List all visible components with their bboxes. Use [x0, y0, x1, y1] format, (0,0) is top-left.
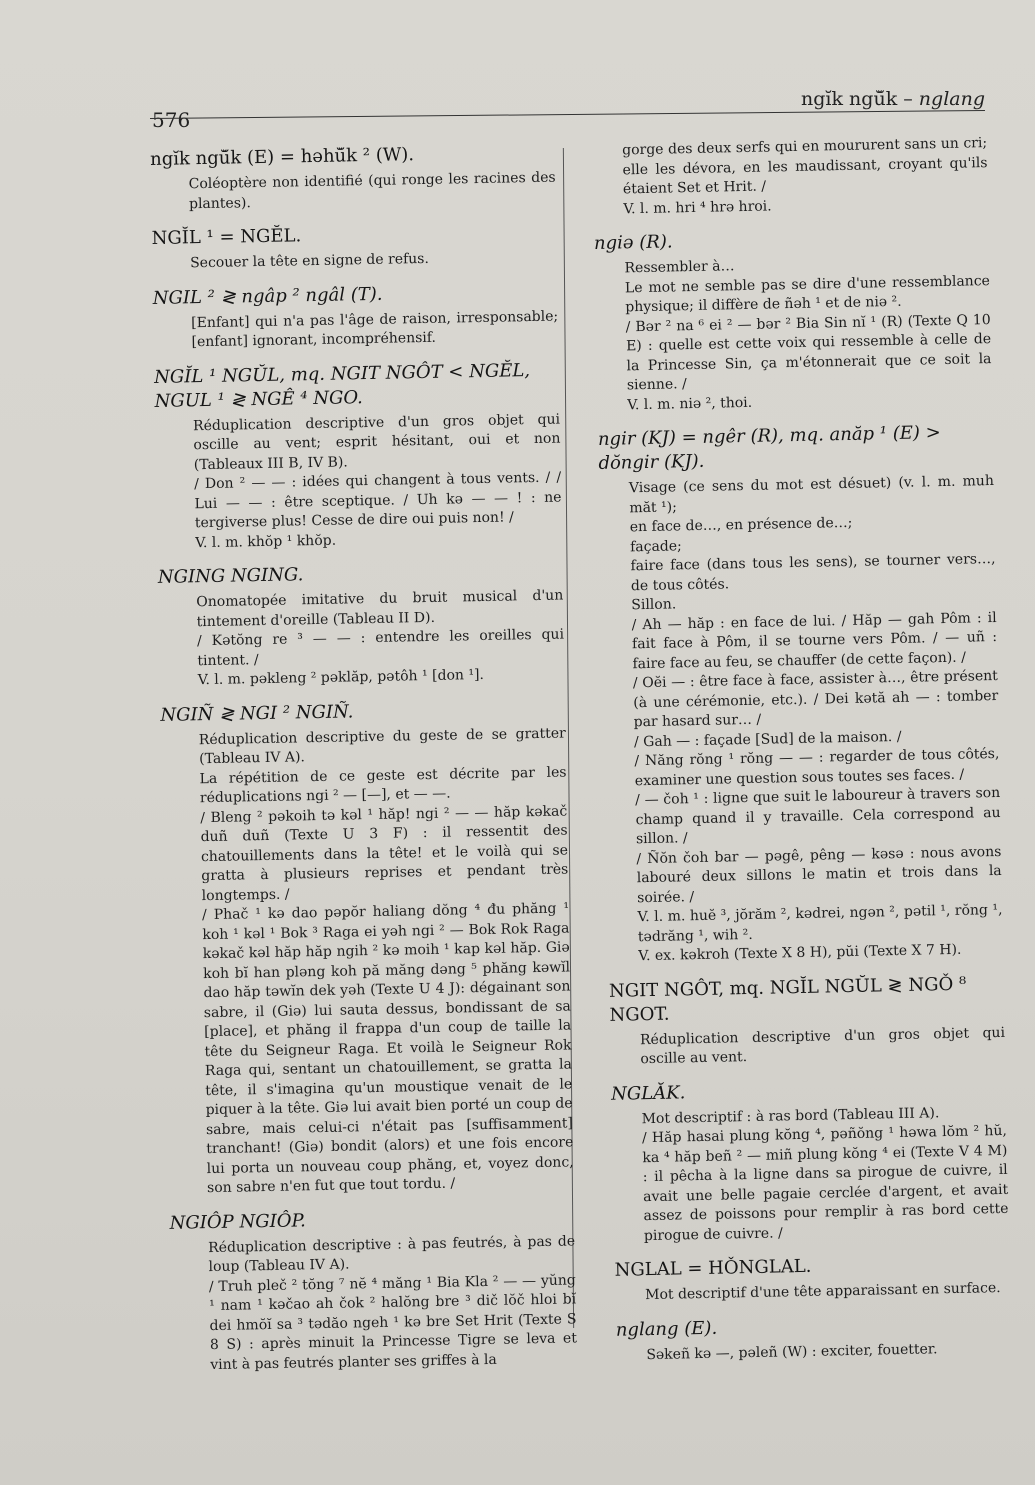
dictionary-entry — [153, 279, 559, 353]
dictionary-entry — [594, 224, 993, 416]
entry-headword: ngir (KJ) = ngêr (R), mq. anăp ¹ (E) > dŏngir (KJ). — [597, 422, 941, 474]
entry-example: / Bǝr ² na ⁶ ei ² — bǝr ² Bia Sin nĭ ¹ (R) (Texte Q 10 E) : quelle est cette voix qui ressemble à celle de la Princesse Sin, ça m'étonnerait que ce soit la sienne. / — [625, 311, 992, 394]
entry-paragraph: faire face (dans tous les sens), se tourner vers…, de tous côtés. — [630, 550, 996, 594]
entry-headword: NGLAL = HǑNGLAL. — [614, 1255, 812, 1281]
entry-see-also: V. ex. kǝkroh (Texte X 8 H), pŭi (Texte X 7 H). — [638, 941, 962, 965]
running-head-plain: ngĭk ngŭ̆k – — [801, 88, 919, 110]
dictionary-entry — [598, 420, 1004, 967]
entry-paragraph: Réduplication descriptive d'un gros objet qui oscille au vent. — [639, 1024, 1006, 1068]
entry-body — [170, 1232, 577, 1376]
entry-example: / Kǝtŏng re ³ — — : entendre les oreilles qui tintent. / — [196, 626, 565, 669]
entry-body — [599, 472, 1004, 967]
entry-body — [153, 307, 559, 353]
dictionary-entry — [169, 1204, 577, 1376]
entry-body — [616, 1338, 1011, 1365]
dictionary-entry — [616, 1310, 1012, 1365]
entry-example: / Năng rŏng ¹ rŏng — — : regarder de tous côtés, examiner une question sous toutes ses faces. / — [634, 745, 1000, 789]
entry-example: / Don ² — — : idées qui changent à tous vents. / / Lui — — : être sceptique. / Uh kǝ — — ! : ne tergiverse plus! Cesse de dire oui puis non! / — [194, 469, 562, 532]
entry-paragraph: Onomatopée imitative du bruit musical d'un tintement d'oreille (Tableau II D). — [196, 587, 564, 630]
entry-body — [155, 410, 562, 554]
entry-example: / Hăp hasai plung kŏng ⁴, pǝñŏng ¹ hǝwa lŏm ² hŭ, ka ⁴ hăp beñ ² — miñ plung kŏng ⁴ ei (Texte V 4 M) : il pêcha à la ligne dans sa pirogue de cuivre, il avait une belle pagaie cerclée d'argent, et avait assez de poissons pour remplir à ras bord cette pirogue de cuivre. / — [641, 1122, 1009, 1244]
entry-example: / Phač ¹ kǝ dao pǝpŏr haliang dŏng ⁴ đu phăng ¹ koh ¹ kǝl ¹ Bok ³ Raga ei yǝh ngi ² — Bok Rok Raga kǝkač kǝl hăp hăp ngih ² kǝ moih ¹ kap kǝl hăp. Giǝ koh bĭ han plǝng koh pă măng dǝng ⁵ phăng kǝwĭl dao hăp tǝwĭn dek yǝh (Texte U 4 J): dégainant son sabre, il (Giǝ) lui sauta dessus, bondissant de sa [place], et phăng il frappa d'un coup de taille la tête du Seigneur Raga. Et voilà le Seigneur Rok Raga qui, sentant un chatouillement, se gratta la tête, il s'imagina qu'un moustique venait de le piquer à la tête. Giǝ lui avait bien porté un coup de sabre, mais celui-ci n'était pas [suffisamment] tranchant! (Giǝ) bondit (alors) et une fois encore lui porta un nouveau coup phăng, et, voyez donc, son sabre n'en fut que tout tordu. / — [201, 900, 574, 1197]
dictionary-entry — [151, 220, 557, 275]
entry-headword: NGĬL ¹ = NGĔL. — [151, 225, 302, 249]
entry-paragraph: gorge des deux serfs qui en moururent sans un cri; elle les dévora, en les maudissant, croyant qu'ils étaient Set et Hrit. / — [622, 135, 988, 198]
entry-headword: NGĬL ¹ NGŬL, mq. NGIT NGÔT < NGĔL, NGUL ¹ ≷ NGÊ ⁴ NGO. — [154, 359, 531, 412]
dictionary-entry — [609, 971, 1006, 1070]
entry-example: / Bleng ² pǝkoih tǝ kǝl ¹ hăp! ngi ² — — hăp kǝkač duñ duñ (Texte U 3 F) : il ressentit des chatouillements dans la tête! et le voilà qui se gratta à plusieurs reprises et pendant très longtemps. / — [200, 802, 569, 904]
entry-headword: ngĭk ngŭ̆k (E) = hǝhŭ̆k ² (W). — [150, 144, 415, 170]
entry-body — [611, 1102, 1009, 1246]
entry-paragraph: Réduplication descriptive : à pas feutrés, à pas de loup (Tableau IV A). — [208, 1232, 576, 1276]
entry-body — [610, 1023, 1006, 1070]
entry-headword: nglang (E). — [615, 1317, 718, 1341]
left-column — [150, 141, 578, 1388]
entry-headword: NGIÔP NGIÔP. — [169, 1209, 306, 1234]
entry-body — [592, 134, 988, 220]
entry-paragraph: Le mot ne semble pas se dire d'une ressemblance physique; il diffère de ñǝh ¹ et de niǝ ². — [624, 272, 991, 316]
entry-example: / Oĕi — : être face à face, assister à…, être présent (à une cérémonie, etc.). / Dei kǝtă ah — : tomber par hasard sur… / — [632, 667, 999, 731]
entry-body — [151, 169, 557, 215]
entry-paragraph: Sillon. — [631, 596, 677, 614]
entry-example: / — čoh ¹ : ligne que suit le laboureur à travers son champ quand il y travaille. Cela correspond au sillon. / — [635, 784, 1001, 848]
entry-paragraph: Réduplication descriptive d'un gros objet qui oscille au vent; esprit hésitant, oui et non (Tableaux III B, IV B). — [192, 411, 561, 473]
entry-example: / Truh plеč ² tŏng ⁷ nĕ ⁴ măng ¹ Bia Kla ² — — yŭng ¹ nam ¹ kǝčao ah čok ² halŏng bre ³ dič lŏč hloi bĭ dei hmŏĭ sa ³ tǝdăo ngeh ¹ kǝ bre Set Hrit (Texte S 8 S) : après minuit la Princesse Tigre se leva et vint à pas feutrés planter ses griffes à la — [208, 1271, 578, 1373]
entry-body — [615, 1279, 1010, 1306]
entry-paragraph: Réduplication descriptive du geste de se gratter (Tableau IV A). — [198, 724, 566, 768]
entry-see-also: V. l. m. hri ⁴ hrǝ hroi. — [623, 197, 772, 217]
entry-headword: NGIT NGÔT, mq. NGĬL NGŬL ≷ NGǑ ⁸ NGOT. — [608, 973, 967, 1026]
entry-example: / Ah — hăp : en face de lui. / Hăp — gah Pôm : il fait face à Pôm, il se tourne vers Pôm. / — uñ : faire face au feu, se chauffer (de cette façon). / — [631, 609, 998, 672]
header-rule — [150, 110, 985, 119]
entry-see-also: V. l. m. khŏp ¹ khŏp. — [195, 532, 337, 551]
entry-paragraph: Secouer la tête en signe de refus. — [189, 250, 430, 272]
entry-paragraph: Mot descriptif d'une tête apparaissant en surface. — [644, 1280, 1001, 1304]
entry-paragraph: façade; — [629, 537, 682, 555]
entry-paragraph: La répétition de ce geste est décrite par les réduplications ngi ² — [—], et — —. — [199, 763, 567, 807]
entry-example: / Ñŏn čoh bar — pǝgê, pêng — kǝsǝ : nous avons labouré deux sillons le matin et trois dans la soirée. / — [636, 843, 1002, 906]
entry-body — [161, 724, 575, 1199]
dictionary-entry — [614, 1251, 1010, 1306]
entry-paragraph: Ressembler à… — [624, 258, 735, 277]
entry-example: / Gah — : façade [Sud] de la maison. / — [633, 728, 902, 750]
entry-headword: NGING NGING. — [157, 564, 304, 588]
entry-paragraph: Visage (ce sens du mot est désuet) (v. l. m. muh măt ¹); — [628, 473, 995, 516]
entry-body — [158, 587, 565, 692]
entry-example: Sǝkeñ kǝ —, pǝleñ (W) : exciter, fouetter. — [646, 1340, 938, 1363]
entry-see-also: V. l. m. niǝ ², thoi. — [627, 394, 753, 413]
dictionary-entry — [158, 559, 565, 692]
entry-body — [594, 252, 992, 416]
dictionary-entry — [150, 141, 556, 215]
running-head-italic: nglang — [918, 88, 985, 110]
entry-paragraph: en face de…, en présence de…; — [629, 514, 853, 536]
page-number: 576 — [152, 108, 191, 132]
dictionary-entry — [611, 1074, 1009, 1246]
running-head — [801, 88, 985, 110]
dictionary-entry-continued — [592, 134, 988, 220]
entry-paragraph: Mot descriptif : à ras bord (Tableau III A). — [641, 1104, 940, 1127]
entry-headword: ngiǝ (R). — [593, 231, 673, 254]
entry-headword: NGIÑ ≷ NGI ² NGIÑ. — [160, 700, 354, 726]
entry-paragraph: Coléoptère non identifié (qui ronge les racines des plantes). — [188, 169, 556, 212]
right-column — [592, 134, 1012, 1378]
entry-headword: NGIL ² ≷ ngâp ² ngâl (T). — [152, 283, 383, 309]
entry-see-also: V. l. m. huĕ ³, jŏrăm ², kǝdrei, ngǝn ², pǝtil ¹, rŏng ¹, tǝdrăng ¹, wih ². — [637, 901, 1003, 945]
dictionary-entry — [160, 696, 574, 1199]
entry-headword: NGLĂK. — [610, 1081, 686, 1105]
dictionary-entry — [154, 358, 562, 554]
entry-paragraph: [Enfant] qui n'a pas l'âge de raison, irresponsable; [enfant] ignorant, incompréhensif. — [191, 308, 559, 351]
entry-see-also: V. l. m. pǝkleng ² pǝklăp, pǝtôh ¹ [don ¹]. — [197, 666, 485, 689]
entry-body — [152, 248, 557, 275]
